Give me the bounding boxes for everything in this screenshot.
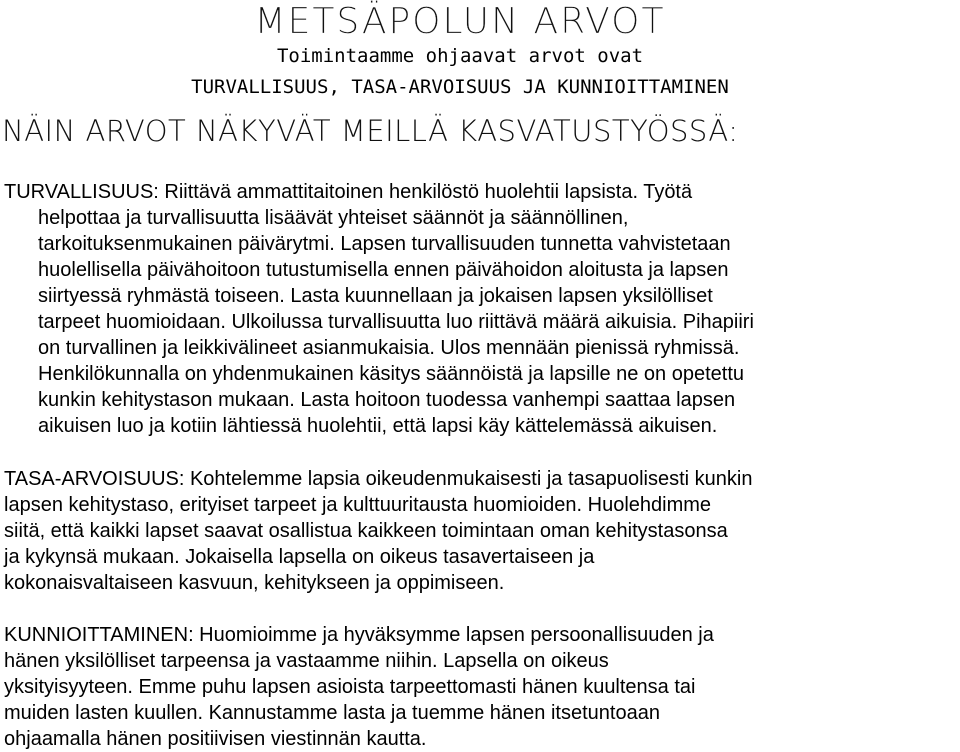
paragraph-line: kunkin kehitystason mukaan. Lasta hoitoon tuodessa vanhempi saattaa lapsen	[38, 389, 736, 411]
paragraph-line: KUNNIOITTAMINEN: Huomioimme ja hyväksymme lapsen persoonallisuuden ja	[4, 624, 714, 646]
paragraph-line: helpottaa ja turvallisuutta lisäävät yhteiset säännöt ja säännöllinen,	[38, 207, 629, 229]
paragraph-tasa-arvoisuus	[4, 466, 753, 596]
paragraph-line: yksityisyyteen. Emme puhu lapsen asioista tarpeettomasti hänen kuultensa tai	[4, 676, 696, 698]
paragraph-line: TURVALLISUUS: Riittävä ammattitaitoinen henkilöstö huolehtii lapsista. Työtä	[4, 181, 693, 203]
paragraph-line: huolellisella päivähoitoon tutustumisella ennen päivähoidon aloitusta ja lapsen	[38, 259, 729, 281]
paragraph-line: kokonaisvaltaiseen kasvuun, kehitykseen ja oppimiseen.	[4, 572, 505, 594]
paragraph-line: aikuisen luo ja kotiin lähtiessä huolehtii, että lapsi käy kättelemässä aikuisen.	[38, 415, 718, 437]
paragraph-line: lapsen kehitystaso, erityiset tarpeet ja kulttuuritausta huomioiden. Huolehdimme	[4, 494, 712, 516]
paragraph-line: siirtyessä ryhmästä toiseen. Lasta kuunnellaan ja jokaisen lapsen yksilölliset	[38, 285, 713, 307]
paragraph-line: hänen yksilölliset tarpeensa ja vastaamme niihin. Lapsella on oikeus	[4, 650, 609, 672]
page-title: METSÄPOLUN ARVOT	[254, 1, 666, 42]
paragraph-line: ja kykynsä mukaan. Jokaisella lapsella on oikeus tasavertaiseen ja	[4, 546, 595, 568]
paragraph-line: siitä, että kaikki lapset saavat osallistua kaikkeen toimintaan oman kehitystasonsa	[4, 520, 728, 542]
paragraph-line: tarkoituksenmukainen päivärytmi. Lapsen turvallisuuden tunnetta vahvistetaan	[38, 233, 731, 255]
subtitle-intro: Toimintaamme ohjaavat arvot ovat	[276, 45, 644, 67]
section-heading: NÄIN ARVOT NÄKYVÄT MEILLÄ KASVATUSTYÖSSÄ:	[2, 114, 739, 148]
paragraph-line: Henkilökunnalla on yhdenmukainen käsitys säännöistä ja lapsille ne on opetettu	[38, 363, 745, 385]
paragraph-kunnioittaminen	[4, 622, 714, 752]
paragraph-line: muiden lasten kuullen. Kannustamme lasta ja tuemme hänen itsetuntoaan	[4, 702, 660, 724]
paragraph-line: ohjaamalla hänen positiivisen viestinnän kautta.	[4, 728, 427, 750]
paragraph-line: on turvallinen ja leikkivälineet asianmukaisia. Ulos mennään pienissä ryhmissä.	[38, 337, 740, 359]
subtitle-values: TURVALLISUUS, TASA-ARVOISUUS JA KUNNIOITTAMINEN	[191, 76, 729, 98]
paragraph-line: tarpeet huomioidaan. Ulkoilussa turvallisuutta luo riittävä määrä aikuisia. Pihapiiri	[38, 311, 754, 333]
paragraph-line: TASA-ARVOISUUS: Kohtelemme lapsia oikeudenmukaisesti ja tasapuolisesti kunkin	[4, 468, 753, 490]
paragraph-turvallisuus	[4, 179, 754, 439]
